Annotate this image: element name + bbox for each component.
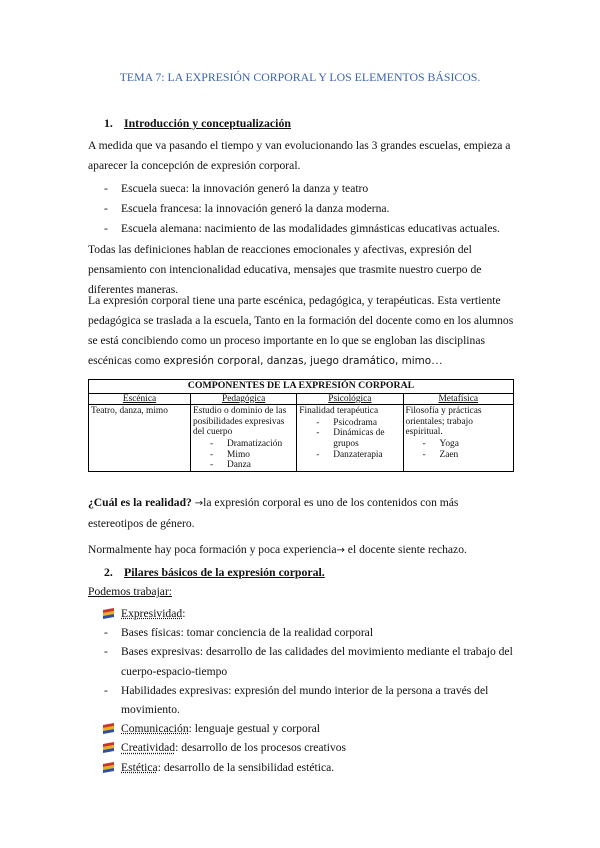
subheading: Podemos trabajar: (88, 585, 173, 598)
expresividad-term: Expresividad (121, 607, 183, 620)
list-item: - Yoga (404, 439, 514, 450)
pedagogica-list (191, 439, 296, 471)
list-item: - Mimo (191, 450, 296, 461)
pillars-list (104, 604, 524, 777)
column-header: Psicológica (297, 394, 402, 406)
arrow-icon: → (194, 498, 204, 509)
creatividad-text: : desarrollo de los procesos creativos (175, 741, 347, 755)
section-1-number: 1. (104, 116, 113, 130)
comunicacion-term: Comunicación (121, 722, 189, 736)
list-item (104, 604, 524, 623)
list-item: - Danzaterapia (297, 450, 402, 461)
intro-paragraph: A medida que va pasando el tiempo y van evolucionando las 3 grandes escuelas, empieza a aparecer la concepción de expresión corporal. (88, 139, 511, 172)
normalmente-text: Normalmente hay poca formación y poca experiencia (88, 543, 337, 556)
vertiente-text: La expresión corporal tiene una parte escénica, pedagógica, y terapéuticas. Esta vertiente pedagógica se traslada a la escuela, Tanto en la formación del docente como en los alumnos se está concibiendo como un proceso importante en lo que se engloban las disciplinas escénicas como (88, 294, 514, 367)
metafisica-text: Filosofía y prácticas orientales; trabajo espiritual. (405, 406, 482, 438)
estetica-text: : desarrollo de la sensibilidad estética. (157, 760, 335, 774)
column-header: Metafísica (404, 394, 514, 406)
expresividad-colon: : (182, 607, 186, 620)
list-item: - Dinámicas de grupos (297, 428, 402, 449)
column-pedagogica (191, 393, 297, 471)
list-item (104, 758, 524, 777)
realidad-paragraph (88, 493, 514, 534)
column-psicologica (297, 393, 403, 471)
column-metafisica (403, 393, 514, 471)
disciplinas-text: expresión corporal, danzas, juego dramático, mimo (163, 355, 432, 367)
normalmente-paragraph (88, 540, 514, 561)
list-item (104, 719, 524, 738)
schools-list (104, 179, 524, 239)
section-2-number: 2. (104, 565, 113, 579)
list-item: - Danza (191, 460, 296, 471)
pedagogica-text: Estudio o dominio de las posibilidades expresivas del cuerpo (193, 406, 287, 438)
list-item: - Dramatización (191, 439, 296, 450)
escenica-text: Teatro, danza, mimo (91, 406, 168, 417)
column-header: Pedagógica (191, 394, 296, 406)
list-item: - Escuela francesa: la innovación generó la danza moderna. (104, 199, 524, 219)
section-1-title: Introducción y conceptualización (124, 116, 291, 130)
list-item: - Escuela alemana: nacimiento de las modalidades gimnásticas educativas actuales. (104, 219, 524, 239)
book-bullet-icon (102, 723, 115, 734)
ellipsis: … (431, 354, 443, 367)
table-caption: COMPONENTES DE LA EXPRESIÓN CORPORAL (89, 380, 514, 394)
section-2-title: Pilares básicos de la expresión corporal. (124, 565, 325, 579)
list-item: - Zaen (404, 450, 514, 461)
column-escenica (89, 393, 191, 471)
definitions-paragraph: Todas las definiciones hablan de reacciones emocionales y afectivas, expresión del pensamiento con intencionalidad educativa, mensajes que trasmite nuestro cuerpo de diferentes maneras. (88, 243, 482, 296)
psicologica-text: Finalidad terapéutica (299, 406, 379, 417)
vertiente-paragraph (88, 291, 514, 371)
psicologica-list (297, 418, 402, 460)
estetica-term: Estética (121, 760, 158, 774)
list-item: - Habilidades expresivas: expresión del mundo interior de la persona a través del movimiento. (104, 681, 524, 719)
metafisica-list (404, 439, 514, 460)
list-item: - Psicodrama (297, 418, 402, 429)
realidad-question: ¿Cuál es la realidad? (88, 496, 192, 509)
book-bullet-icon (102, 762, 115, 773)
section-1-heading (104, 116, 291, 131)
list-item (104, 738, 524, 757)
normalmente-after: el docente siente rechazo. (344, 543, 467, 556)
page-title: TEMA 7: LA EXPRESIÓN CORPORAL Y LOS ELEMENTOS BÁSICOS. (119, 70, 481, 84)
creatividad-term: Creatividad (121, 741, 176, 755)
realidad-answer: la expresión corporal es uno de los contenidos con más estereotipos de género. (88, 496, 459, 530)
list-item: - Escuela sueca: la innovación generó la danza y teatro (104, 179, 524, 199)
list-item: - Bases físicas: tomar conciencia de la realidad corporal (104, 623, 524, 642)
section-2-heading (104, 565, 325, 580)
book-bullet-icon (102, 742, 115, 753)
arrow-icon: → (336, 545, 345, 556)
book-bullet-icon (102, 608, 115, 619)
comunicacion-text: : lenguaje gestual y corporal (188, 722, 320, 736)
components-table (88, 379, 514, 472)
list-item: - Bases expresivas: desarrollo de las calidades del movimiento mediante el trabajo del cuerpo-espacio-tiempo (104, 642, 524, 680)
column-header: Escénica (89, 394, 190, 406)
